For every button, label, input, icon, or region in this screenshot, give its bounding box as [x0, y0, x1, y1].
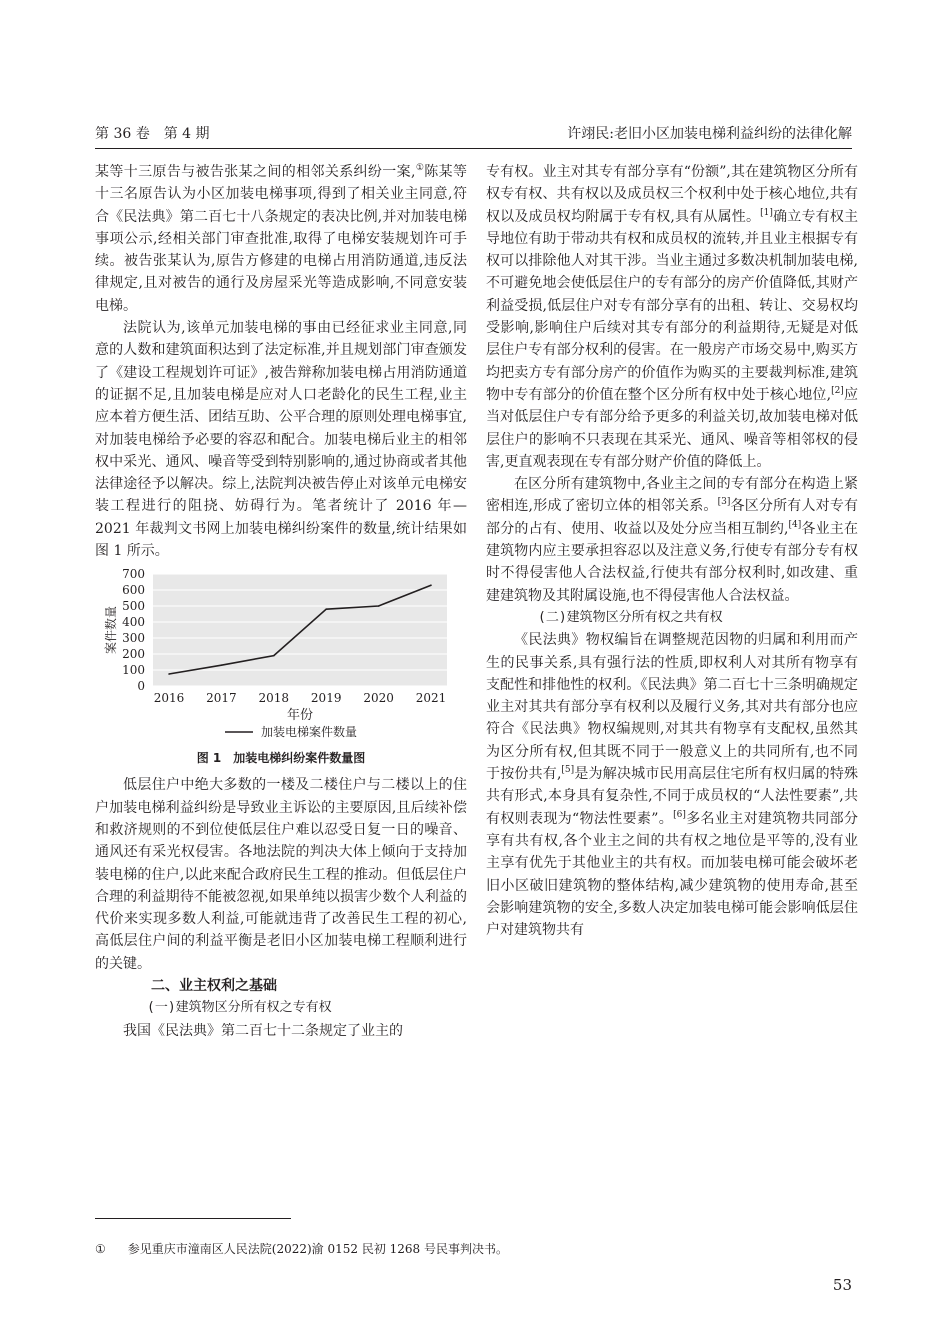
footnote-marker[interactable]: ① [415, 163, 425, 173]
data-point [273, 655, 275, 657]
footnote-text: 参见重庆市潼南区人民法院(2022)渝 0152 民初 1268 号民事判决书。 [127, 1242, 509, 1256]
paragraph-text: 应当对低层住户专有部分给予更多的利益关切,故加装电梯对低层住户的影响不只表现在其采光、通风、噪音等相邻权的侵害,更直观表现在专有部分财产价值的降低上。 [486, 386, 859, 470]
citation-ref[interactable]: [6] [673, 809, 686, 820]
footnote-mark: ① [95, 1242, 106, 1256]
data-point [430, 585, 432, 587]
citation-ref[interactable]: [1] [760, 207, 773, 218]
y-tick-label: 500 [122, 599, 145, 614]
footnote [95, 1240, 508, 1257]
paragraph [95, 161, 467, 317]
x-tick-label: 2019 [310, 691, 342, 706]
page-number: 53 [832, 1276, 852, 1294]
citation-ref[interactable]: [4] [788, 519, 802, 530]
footnote-rule [95, 1218, 291, 1219]
paragraph-text: 多名业主对建筑物共同部分享有共有权,各个业主之间的共有权之地位是平等的,没有业主享有优先于其他业主的共有权。而加装电梯可能会破坏老旧小区破旧建筑物的整体结构,减少建筑物的使用寿命,甚至会影响建筑物的安全,多数人决定加装电梯可能会影响低层住户对建筑物共有 [486, 810, 858, 939]
y-tick-label: 400 [122, 615, 145, 630]
paragraph [486, 473, 858, 607]
x-tick-label: 2021 [415, 691, 447, 706]
x-tick-label: 2018 [258, 691, 290, 706]
y-tick-label: 100 [122, 663, 145, 678]
case-count-chart [95, 566, 467, 746]
figure-caption-text: 加装电梯纠纷案件数量图 [233, 751, 366, 766]
x-tick-label: 2016 [153, 691, 185, 706]
paragraph [486, 161, 858, 473]
subsection-heading: (二)建筑物区分所有权之共有权 [538, 609, 723, 625]
paragraph-text: 是为解决城市民用高层住宅所有权归属的特殊共有形式,本身具有复杂性,不同于成员权的“人法性要素”,共有权则表现为“物法性要素”。 [486, 766, 859, 827]
header-journal-issue: 第 36 卷 第 4 期 [95, 126, 210, 142]
paragraph: 我国《民法典》第二百七十二条规定了业主的 [123, 1022, 403, 1039]
left-column [95, 161, 467, 1042]
data-point [325, 609, 327, 611]
chart-svg [95, 566, 467, 746]
paragraph-text: 确立专有权主导地位有助于带动共有权和成员权的流转,并且业主根据专有权可以排除他人对其干涉。当业主通过多数决机制加装电梯,不可避免地会使低层住户的专有部分的房产价值降低,其财产利益受损,低层住户对专有部分享有的出租、转让、交易权均受影响,影响住户后续对其专有部分的利益期待,无疑是对低层住户专有部分权利的侵害。在一般房产市场交易中,购买方均把卖方专有部分房产的价值作为购买的主要裁判标准,建筑物中专有部分的价值在整个区分所有权中处于核心地位, [486, 208, 858, 403]
data-point [378, 606, 380, 608]
paragraph-text: 《民法典》物权编旨在调整规范因物的归属和利用而产生的民事关系,具有强行法的性质,即权利人对其所有物享有支配性和排他性的权利。《民法典》第二百七十三条明确规定业主对其共有部分享有权利以及履行义务,其对共有部分也应符合《民法典》物权编规则,对其共有物享有支配权,虽然其为区分所有权,但其既不同于一般意义上的共同所有,也不同于按份共有, [486, 632, 858, 783]
subsection-heading: (一)建筑物区分所有权之专有权 [147, 1000, 332, 1016]
legend-label: 加装电梯案件数量 [261, 725, 358, 740]
citation-ref[interactable]: [2] [831, 385, 844, 396]
x-tick-label: 2017 [206, 691, 237, 706]
figure-caption [95, 748, 467, 768]
y-tick-label: 0 [137, 679, 145, 694]
citation-ref[interactable]: [3] [717, 497, 731, 508]
y-tick-label: 300 [122, 631, 145, 646]
x-tick-label: 2020 [363, 691, 394, 706]
data-point [221, 665, 223, 667]
y-tick-label: 600 [122, 583, 145, 598]
right-column [486, 161, 858, 941]
paragraph: 法院认为,该单元加装电梯的事由已经征求业主同意,同意的人数和建筑面积达到了法定标准,并且规划部门审查颁发了《建设工程规划许可证》,被告辩称加装电梯占用消防通道的证据不足,且加装电梯是应对人口老龄化的民生工程,业主应本着方便生活、团结互助、公平合理的原则处理电梯事宜,对加装电梯给予必要的容忍和配合。加装电梯后业主的相邻权中采光、通风、噪音等受到特别影响的,通过协商或者其他法律途径予以解决。综上,法院判决被告停止对该单元电梯安装工程进行的阻挠、妨碍行为。笔者统计了 2016 年—2021 年裁判文书网上加装电梯纠纷案件的数量,统计结果如图 1 所示。 [95, 320, 467, 560]
paragraph-text: 各业主在建筑物内应主要承担容忍以及注意义务,行使专有部分专有权时不得侵害他人合法权益,行使共有部分权利时,如改建、重建建筑物及其附属设施,也不得侵害他人合法权益。 [486, 520, 859, 604]
paragraph-text: 专有权。业主对其专有部分享有“份额”,其在建筑物区分所有权专有权、共有权以及成员权三个权利中处于核心地位,共有权以及成员权均附属于专有权,具有从属性。 [486, 164, 858, 225]
paragraph-text: 各区分所有人对专有部分的占有、使用、收益以及处分应当相互制约, [486, 498, 859, 537]
paragraph [486, 629, 858, 941]
section-heading: 二、业主权利之基础 [151, 978, 277, 995]
header-rule [95, 148, 852, 149]
data-point [168, 674, 170, 676]
y-tick-label: 200 [122, 647, 145, 662]
paragraph-text: 某等十三原告与被告张某之间的相邻关系纠纷一案, [95, 164, 416, 180]
figure-label: 图 1 [196, 751, 222, 766]
paragraph-text: 在区分所有建筑物中,各业主之间的专有部分在构造上紧密相连,形成了密切立体的相邻关系。 [486, 476, 858, 515]
paragraph-text: 陈某等十三名原告认为小区加装电梯事项,得到了相关业主同意,符合《民法典》第二百七十八条规定的表决比例,并对加装电梯事项公示,经相关部门审查批准,取得了电梯安装规划许可手续。被告张某认为,原告方修建的电梯占用消防通道,违反法律规定,且对被告的通行及房屋采光等造成影响,不同意安装电梯。 [95, 164, 467, 314]
header-article-title: 许翊民:老旧小区加装电梯利益纠纷的法律化解 [567, 126, 852, 142]
y-tick-label: 700 [122, 567, 145, 582]
paragraph: 低层住户中绝大多数的一楼及二楼住户与二楼以上的住户加装电梯利益纠纷是导致业主诉讼的主要原因,且后续补偿和救济规则的不到位使低层住户难以忍受日复一日的噪音、通风还有采光权侵害。各地法院的判决大体上倾向于支持加装电梯的住户,以此来配合政府民生工程的推动。但低层住户合理的利益期待不能被忽视,如果单纯以损害少数个人利益的代价来实现多数人利益,可能就违背了改善民生工程的初心,高低层住户间的利益平衡是老旧小区加装电梯工程顺利进行的关键。 [95, 777, 467, 972]
y-axis-label: 案件数量 [104, 606, 118, 655]
citation-ref[interactable]: [5] [561, 765, 575, 776]
x-axis-label: 年份 [286, 708, 314, 724]
